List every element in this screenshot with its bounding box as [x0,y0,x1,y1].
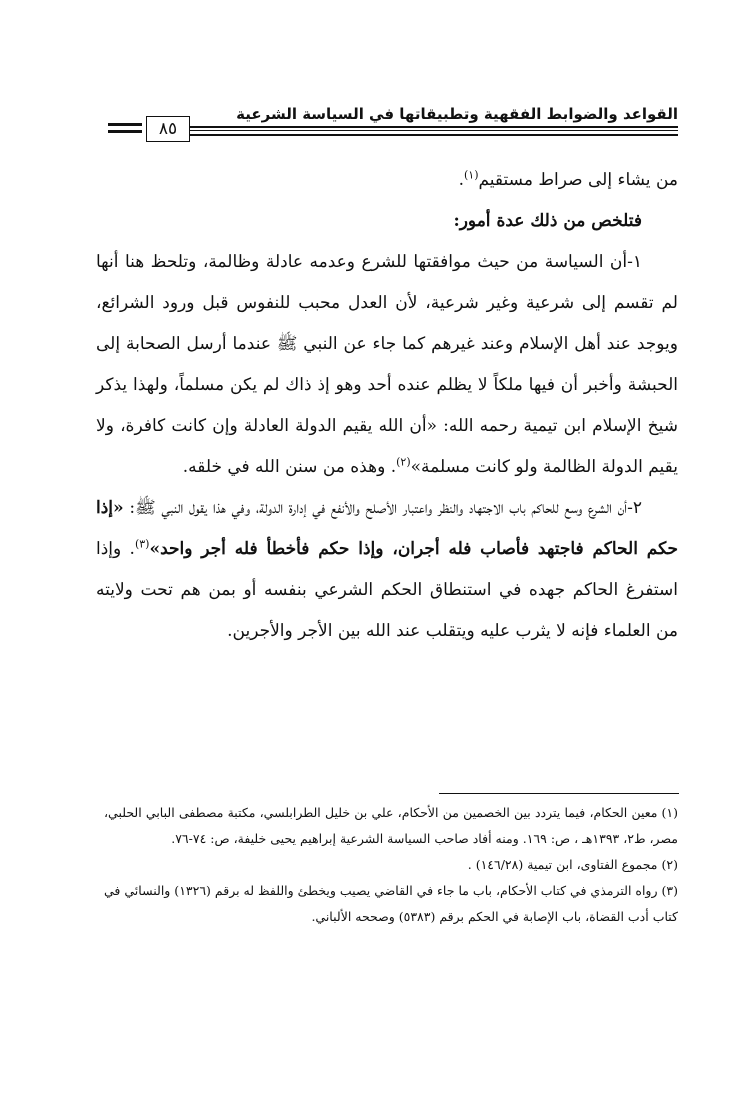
running-header [108,104,678,142]
header-rule [180,130,678,131]
text-segment: . وهذه من سنن الله في خلقه. [182,457,397,477]
section-lead: فتلخص من ذلك عدة أمور: [453,211,642,231]
footnote-number: (٢) [661,857,678,872]
page-number: ٨٥ [146,116,190,142]
header-left-rule [108,130,142,133]
header-left-rule [108,123,142,126]
text-segment: من يشاء إلى صراط مستقيم [478,170,678,190]
footnote [104,852,678,878]
footnote [104,800,678,852]
paragraph-2 [96,488,678,652]
footnote-separator [439,793,679,794]
footnote-text: معين الحكام، فيما يتردد بين الخصمين من الأحكام، علي بن خليل الطرابلسي، مكتبة مصطفى البابي الحلبي، مصر، ط٢، ١٣٩٣هـ ، ص: ١٦٩. ومنه أفاد صاحب السياسة الشرعية إبراهيم يحيى خليفة، ص: ٧٤-٧٦. [104,805,678,846]
text-segment: . [458,170,464,190]
footnote-ref: (١) [463,168,479,182]
paragraph-1 [96,242,678,488]
text-segment: ١-أن السياسة من حيث موافقتها للشرع وعدمه عادلة وظالمة، وتلحظ هنا أنها لم تقسم إلى شرعية وغير شرعية، لأن العدل محبب للنفوس قبل ورود الشرائع، ويوجد عند أهل الإسلام وعند غيرهم كما جاء عن النبي ﷺ عندما أرسل الصحابة إلى الحبشة وأخبر أن فيها ملكاً لا يظلم عنده أحد وهو إذ ذاك لم يكن مسلماً، ولهذا يذكر شيخ الإسلام ابن تيمية رحمه الله: «أن الله يقيم الدولة العادلة وإن كانت كافرة، ولا يقيم الدولة الظالمة ولو كانت مسلمة» [96,252,678,477]
header-rule [180,134,678,136]
footnotes [104,800,678,930]
footnote-text: رواه الترمذي في كتاب الأحكام، باب ما جاء في القاضي يصيب ويخطئ واللفظ له برقم (١٣٢٦) والنسائي في كتاب أدب القضاة، باب الإصابة في الحكم برقم (٥٣٨٣) وصححه الألباني. [104,883,678,924]
footnote-text: مجموع الفتاوى، ابن تيمية (١٤٦/٢٨) . [467,857,658,872]
hadith-quote: «إذا حكم الحاكم فاجتهد فأصاب فله أجران، وإذا حكم فأخطأ فله أجر واحد» [96,498,678,559]
text-segment: ٢-أن الشرع وسع للحاكم باب الاجتهاد والنظر واعتبار الأصلح والأنفع في إدارة الدولة، وفي هذا يقول النبي ﷺ: [123,498,642,518]
main-text [96,160,678,652]
footnote-number: (١) [661,805,678,820]
footnote-ref: (٢) [396,455,411,469]
footnote-number: (٣) [661,883,678,898]
header-rule [180,126,678,128]
footnote-ref: (٣) [134,537,150,551]
footnote [104,878,678,930]
text-line [96,160,678,201]
text-segment: . وإذا استفرغ الحاكم جهده في استنطاق الحكم الشرعي بنفسه أو بمن هم تحت ولايته من العلماء فإنه لا يثرب عليه ويتقلب عند الله بين الأجر والأجرين. [96,539,678,641]
header-title: القواعد والضوابط الفقهية وتطبيقاتها في السياسة الشرعية [236,105,678,123]
